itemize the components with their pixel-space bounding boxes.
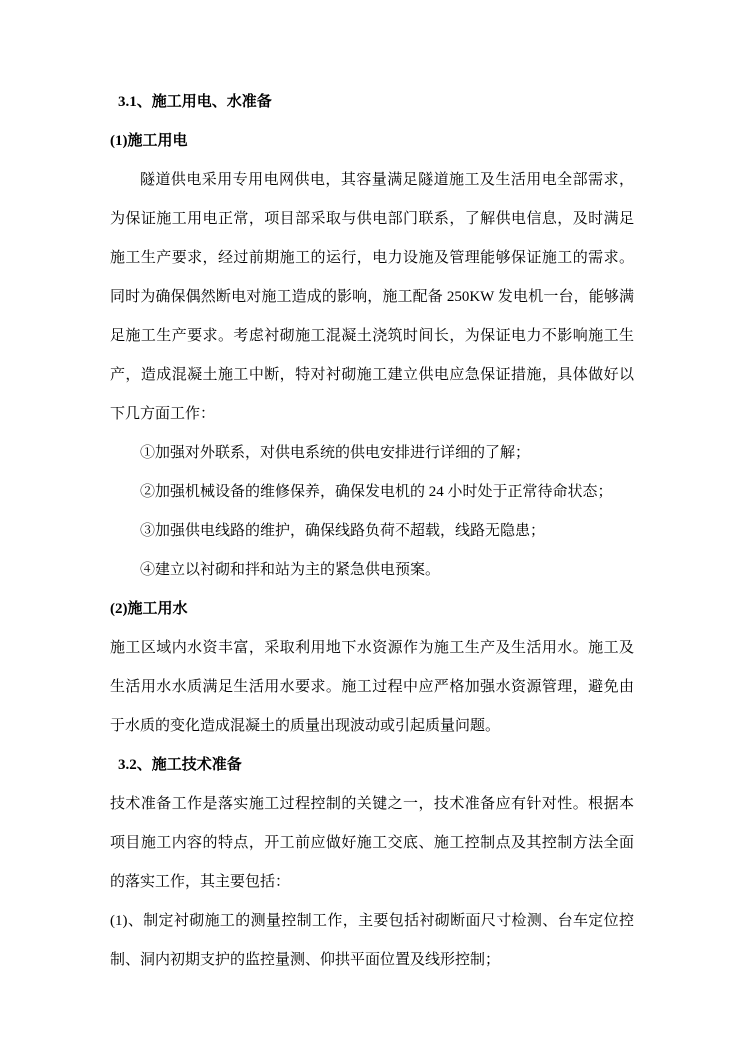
paragraph-technical-preparation: 技术准备工作是落实施工过程控制的关键之一，技术准备应有针对性。根据本项目施工内容的特点，开工前应做好施工交底、施工控制点及其控制方法全面的落实工作，其主要包括： bbox=[110, 796, 634, 890]
subsection-heading-construction-water: (2)施工用水 bbox=[110, 601, 188, 617]
paragraph-survey-control: (1)、制定衬砌施工的测量控制工作，主要包括衬砌断面尺寸检测、台车定位控制、洞内初期支护的监控量测、仰拱平面位置及线形控制； bbox=[110, 913, 634, 968]
section-heading-3-2: 3.2、施工技术准备 bbox=[118, 757, 242, 773]
paragraph-power-supply: 隧道供电采用专用电网供电，其容量满足隧道施工及生活用电全部需求，为保证施工用电正常，项目部采取与供电部门联系，了解供电信息，及时满足施工生产要求，经过前期施工的运行，电力设施及管理能够保证施工的需求。同时为确保偶然断电对施工造成的影响，施工配备 250KW 发电机一台，能够满足施工生产要求。考虑衬砌施工混凝土浇筑时间长，为保证电力不影响施工生产，造成混凝土施工中断，特对衬砌施工建立供电应急保证措施，具体做好以下几方面工作： bbox=[110, 172, 634, 422]
list-item-2: ②加强机械设备的维修保养，确保发电机的 24 小时处于正常待命状态； bbox=[140, 484, 613, 500]
subsection-heading-construction-power: (1)施工用电 bbox=[110, 133, 188, 149]
list-item-3: ③加强供电线路的维护，确保线路负荷不超载，线路无隐患； bbox=[140, 523, 546, 539]
section-heading-3-1: 3.1、施工用电、水准备 bbox=[118, 94, 272, 110]
paragraph-water-supply: 施工区域内水资丰富，采取利用地下水资源作为施工生产及生活用水。施工及生活用水水质满足生活用水要求。施工过程中应严格加强水资源管理，避免由于水质的变化造成混凝土的质量出现波动或引起质量问题。 bbox=[110, 640, 634, 734]
list-item-1: ①加强对外联系，对供电系统的供电安排进行详细的了解； bbox=[140, 445, 531, 461]
list-item-4: ④建立以衬砌和拌和站为主的紧急供电预案。 bbox=[140, 562, 441, 578]
